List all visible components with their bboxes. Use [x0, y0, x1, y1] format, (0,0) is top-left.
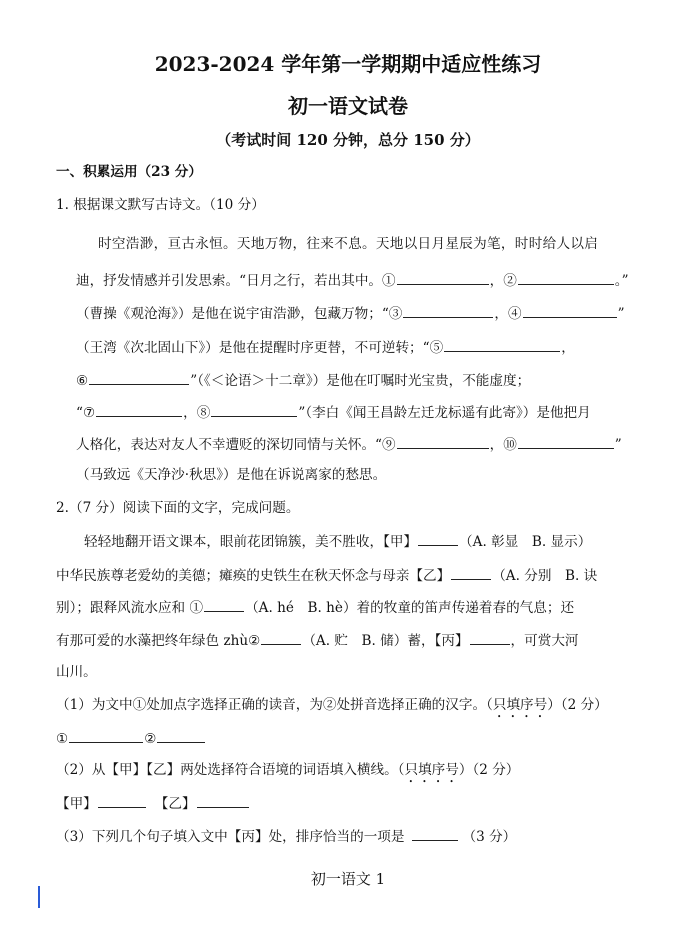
q2-p4-text-a: 有那可爱的水藻把终年绿色 zhù② [56, 633, 261, 649]
exam-subtitle: 初一语文试卷 [288, 94, 408, 118]
q1-line-7-text-a: 人格化，表达对友人不幸遭贬的深切同情与关怀。“⑨ [76, 437, 396, 453]
q1-line-3-text-c: ” [617, 306, 625, 322]
q1-line-7-text-b: ，⑩ [489, 437, 517, 453]
answer-blank-7[interactable] [96, 402, 182, 417]
answer-blank-sub3[interactable] [412, 826, 458, 841]
answer-blank-sub1-2[interactable] [157, 728, 205, 743]
q2-passage-line-1 [84, 531, 591, 552]
q2-sub-2-text-b: ）（2 分） [458, 762, 520, 778]
q1-line-2-text-c: 。” [614, 273, 629, 289]
answer-blank-circle-1[interactable] [204, 597, 244, 612]
q2-sub-1 [56, 695, 608, 721]
q2-passage-line-2 [56, 565, 597, 586]
text-cursor [38, 886, 40, 908]
q2-sub-2-answer-label-1: 【甲】 [56, 796, 97, 812]
q1-line-7 [76, 434, 622, 455]
answer-blank-10[interactable] [518, 434, 614, 449]
q2-sub-2-emphasis: 只填序号 [404, 762, 459, 778]
q1-line-5-text-a: ⑥ [76, 373, 89, 389]
q1-line-3-text-b: ，④ [494, 306, 522, 322]
answer-blank-6[interactable] [89, 370, 189, 385]
q1-line-6-text-a: “⑦ [76, 405, 96, 421]
q2-p3-text-b: ① [189, 600, 204, 616]
q2-p4-text-b: （A. 贮 B. 储）蓄，【丙】 [302, 633, 469, 649]
q2-p3-text-c: （A. hé B. hè）着的牧童的笛声传递着春的气息；还 [245, 600, 575, 616]
q2-p1-text-a: 轻轻地翻开语文课本，眼前花团锦簇，美不胜收，【甲】 [84, 534, 418, 550]
q2-p3-text-a: 别）；跟释风流水应和 [56, 600, 186, 616]
q2-sub-1-answers [56, 728, 206, 749]
q1-line-1: 时空浩渺，亘古永恒。天地万物，往来不息。天地以日月星辰为笔，时时给人以启 [98, 236, 599, 252]
q1-line-6 [76, 402, 591, 423]
q1-line-5 [76, 370, 530, 391]
section-heading: 一、积累运用（23 分） [56, 164, 202, 180]
q2-p2-text-a: 中华民族尊老爱幼的美德；瘫痪的史铁生在秋天怀念与母亲【乙】 [56, 568, 451, 584]
answer-blank-4[interactable] [523, 303, 617, 318]
question-1-prompt: 1. 根据课文默写古诗文。（10 分） [56, 197, 265, 213]
q2-p1-text-b: （A. 彰显 B. 显示） [459, 534, 592, 550]
page-footer: 初一语文 1 [310, 870, 386, 888]
q1-line-2 [76, 270, 629, 291]
q1-line-2-text-a: 迪，抒发情感并引发思索。“日月之行，若出其中。① [76, 273, 396, 289]
q2-sub-3 [56, 826, 516, 847]
answer-blank-1[interactable] [397, 270, 489, 285]
q2-passage-line-3 [56, 597, 574, 618]
exam-title: 2023-2024 学年第一学期期中适应性练习 [154, 52, 542, 76]
q1-line-3 [76, 303, 625, 324]
answer-blank-2[interactable] [518, 270, 614, 285]
q1-line-7-text-c: ” [614, 437, 622, 453]
question-2-prompt: 2.（7 分）阅读下面的文字，完成问题。 [56, 500, 300, 516]
q2-sub-1-text-b: ）（2 分） [547, 697, 608, 713]
answer-blank-sub2-1[interactable] [98, 793, 146, 808]
q1-line-8: （马致远《天净沙·秋思》）是他在诉说离家的愁思。 [76, 467, 387, 483]
answer-blank-bing[interactable] [470, 630, 510, 645]
q1-line-5-text-b: ”（《＜论语＞十二章》）是他在叮嘱时光宝贵，不能虚度； [190, 373, 531, 389]
q2-sub-1-answer-label-1: ① [56, 731, 69, 747]
answer-blank-8[interactable] [211, 402, 297, 417]
q2-passage-line-4 [56, 630, 579, 651]
q2-p2-text-b: （A. 分别 B. 诀 [492, 568, 598, 584]
q2-sub-2-answers [56, 793, 250, 814]
q1-line-4 [76, 337, 575, 358]
answer-blank-5[interactable] [444, 337, 560, 352]
time-note: （考试时间 120 分钟，总分 150 分） [216, 131, 480, 149]
q1-line-4-text-b: ， [561, 340, 575, 356]
q1-line-2-text-b: ，② [489, 273, 517, 289]
answer-blank-9[interactable] [397, 434, 489, 449]
answer-blank-yi[interactable] [451, 565, 491, 580]
q2-sub-3-text-b: （3 分） [462, 829, 517, 845]
answer-blank-circle-2[interactable] [261, 630, 301, 645]
q1-line-4-text-a: （王湾《次北固山下》）是他在提醒时序更替，不可逆转；“⑤ [76, 340, 444, 356]
answer-blank-sub1-1[interactable] [69, 728, 143, 743]
q2-sub-2 [56, 760, 519, 786]
answer-blank-3[interactable] [403, 303, 493, 318]
answer-blank-jia[interactable] [418, 531, 458, 546]
q2-sub-3-text-a: （3）下列几个句子填入文中【丙】处，排序恰当的一项是 [56, 829, 405, 845]
q2-sub-2-answer-label-2: 【乙】 [154, 796, 196, 812]
q1-line-6-text-b: ，⑧ [183, 405, 211, 421]
answer-blank-sub2-2[interactable] [197, 793, 249, 808]
q2-sub-1-answer-label-2: ② [144, 731, 157, 747]
q2-sub-2-text-a: （2）从【甲】【乙】两处选择符合语境的词语填入横线。（ [56, 762, 405, 778]
q2-sub-1-emphasis: 只填序号 [492, 697, 548, 713]
q1-line-3-text-a: （曹操《观沧海》）是他在说宇宙浩渺，包藏万物；“③ [76, 306, 403, 322]
q2-passage-line-5: 山川。 [56, 664, 97, 680]
q2-p4-text-c: ，可赏大河 [510, 633, 579, 649]
q1-line-6-text-c: ”（李白《闻王昌龄左迁龙标遥有此寄》）是他把月 [298, 405, 591, 421]
q2-sub-1-text-a: （1）为文中①处加点字选择正确的读音，为②处拼音选择正确的汉字。（ [56, 697, 493, 713]
